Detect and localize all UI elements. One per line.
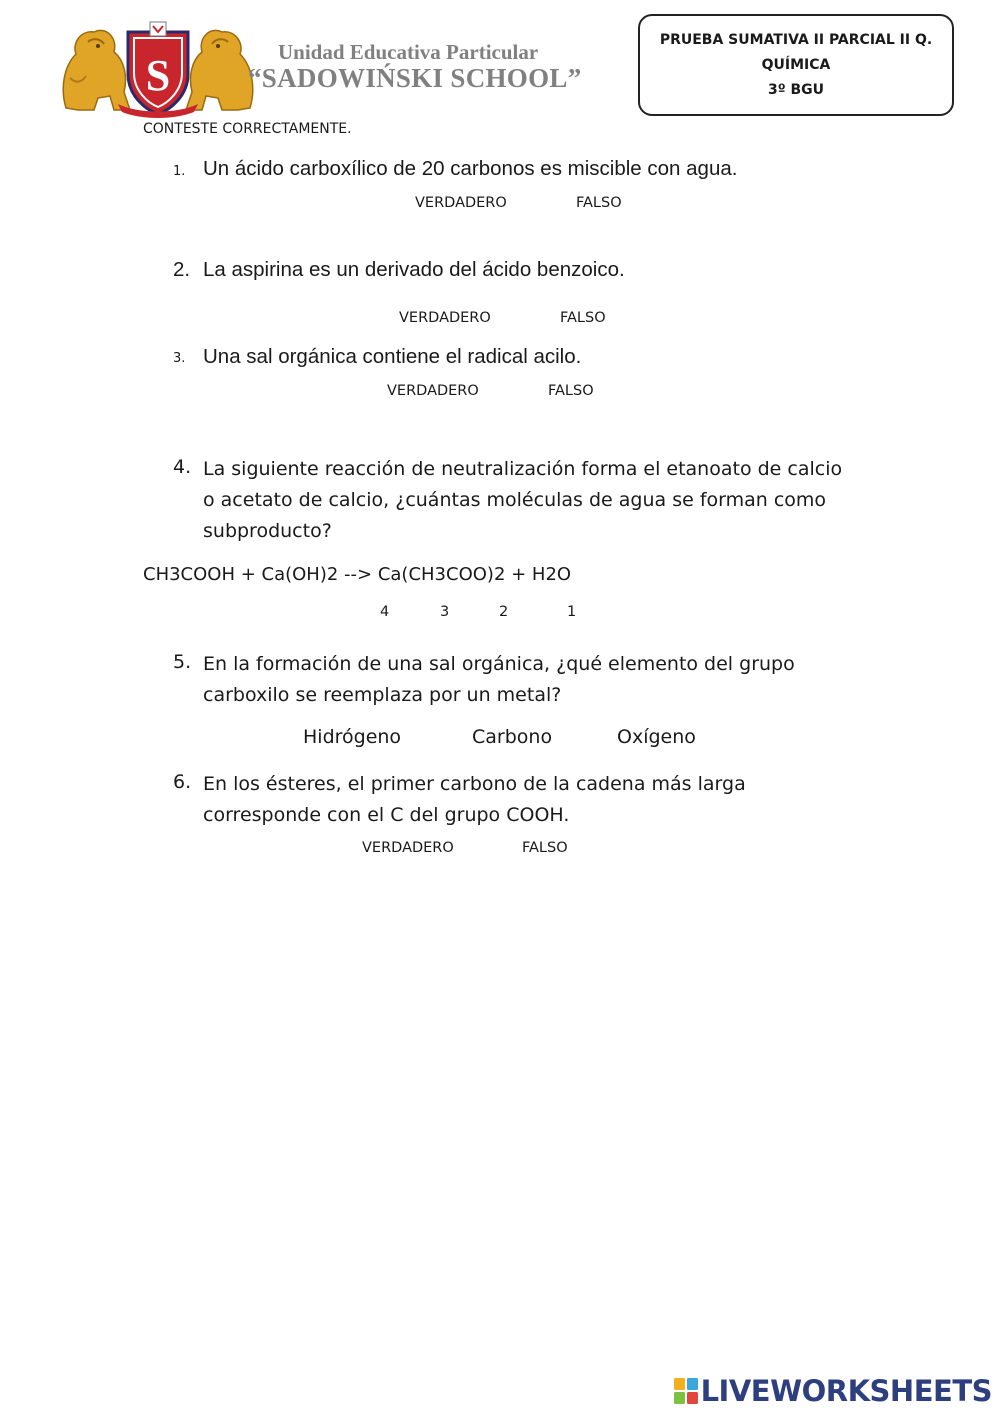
option-3[interactable]: 3: [440, 604, 450, 620]
option-falso[interactable]: FALSO: [560, 310, 606, 326]
brand-text: LIVEWORKSHEETS: [700, 1374, 992, 1408]
left-lion-icon: [63, 30, 130, 110]
question-number: 5.: [173, 651, 192, 673]
option-falso[interactable]: FALSO: [548, 383, 594, 399]
school-crest-logo: [58, 18, 258, 118]
question-text: [203, 454, 853, 547]
question-text-line: carboxilo se reemplaza por un metal?: [203, 684, 562, 706]
school-name-line2: “SADOWIŃSKI SCHOOL”: [248, 63, 582, 93]
question-text: [203, 649, 853, 711]
question-text-line: o acetato de calcio, ¿cuántas moléculas de agua se forman como: [203, 489, 827, 511]
test-subject: QUÍMICA: [761, 56, 831, 73]
option-oxigeno[interactable]: Oxígeno: [617, 726, 696, 748]
option-falso[interactable]: FALSO: [576, 195, 622, 211]
liveworksheets-logo-icon: [674, 1378, 698, 1404]
question-number: 4.: [173, 456, 192, 478]
question-text: Un ácido carboxílico de 20 carbonos es miscible con agua.: [203, 157, 738, 180]
test-title: PRUEBA SUMATIVA II PARCIAL II Q.: [659, 31, 933, 48]
question-number: 2.: [173, 258, 191, 281]
question-number: 3.: [173, 351, 186, 366]
option-4[interactable]: 4: [380, 604, 390, 620]
test-grade: 3º BGU: [767, 81, 825, 98]
question-text-line: En la formación de una sal orgánica, ¿qué elemento del grupo: [203, 653, 795, 675]
test-info-box: [638, 14, 954, 116]
question-text-line: En los ésteres, el primer carbono de la cadena más larga: [203, 773, 746, 795]
question-text-line: subproducto?: [203, 520, 332, 542]
option-carbono[interactable]: Carbono: [472, 726, 553, 748]
question-text-line: corresponde con el C del grupo COOH.: [203, 804, 570, 826]
question-text-line: La siguiente reacción de neutralización forma el etanoato de calcio: [203, 458, 843, 480]
question-number: 1.: [173, 164, 186, 179]
liveworksheets-brand: [674, 1374, 992, 1408]
question-text: Una sal orgánica contiene el radical acilo.: [203, 345, 582, 368]
right-lion-icon: [186, 30, 253, 110]
option-verdadero[interactable]: VERDADERO: [415, 195, 507, 211]
question-text: [203, 769, 853, 831]
svg-text:S: S: [145, 51, 171, 100]
school-name-line1: Unidad Educativa Particular: [278, 40, 539, 64]
question-number: 6.: [173, 771, 192, 793]
option-verdadero[interactable]: VERDADERO: [399, 310, 491, 326]
shield-icon: [128, 22, 188, 114]
option-verdadero[interactable]: VERDADERO: [362, 840, 454, 856]
instructions: CONTESTE CORRECTAMENTE.: [143, 121, 352, 137]
option-2[interactable]: 2: [499, 604, 509, 620]
option-falso[interactable]: FALSO: [522, 840, 568, 856]
question-text: La aspirina es un derivado del ácido benzoico.: [203, 258, 625, 281]
chemical-equation: CH3COOH + Ca(OH)2 --> Ca(CH3COO)2 + H2O: [143, 564, 572, 585]
option-1[interactable]: 1: [567, 604, 577, 620]
option-hidrogeno[interactable]: Hidrógeno: [303, 726, 402, 748]
option-verdadero[interactable]: VERDADERO: [387, 383, 479, 399]
